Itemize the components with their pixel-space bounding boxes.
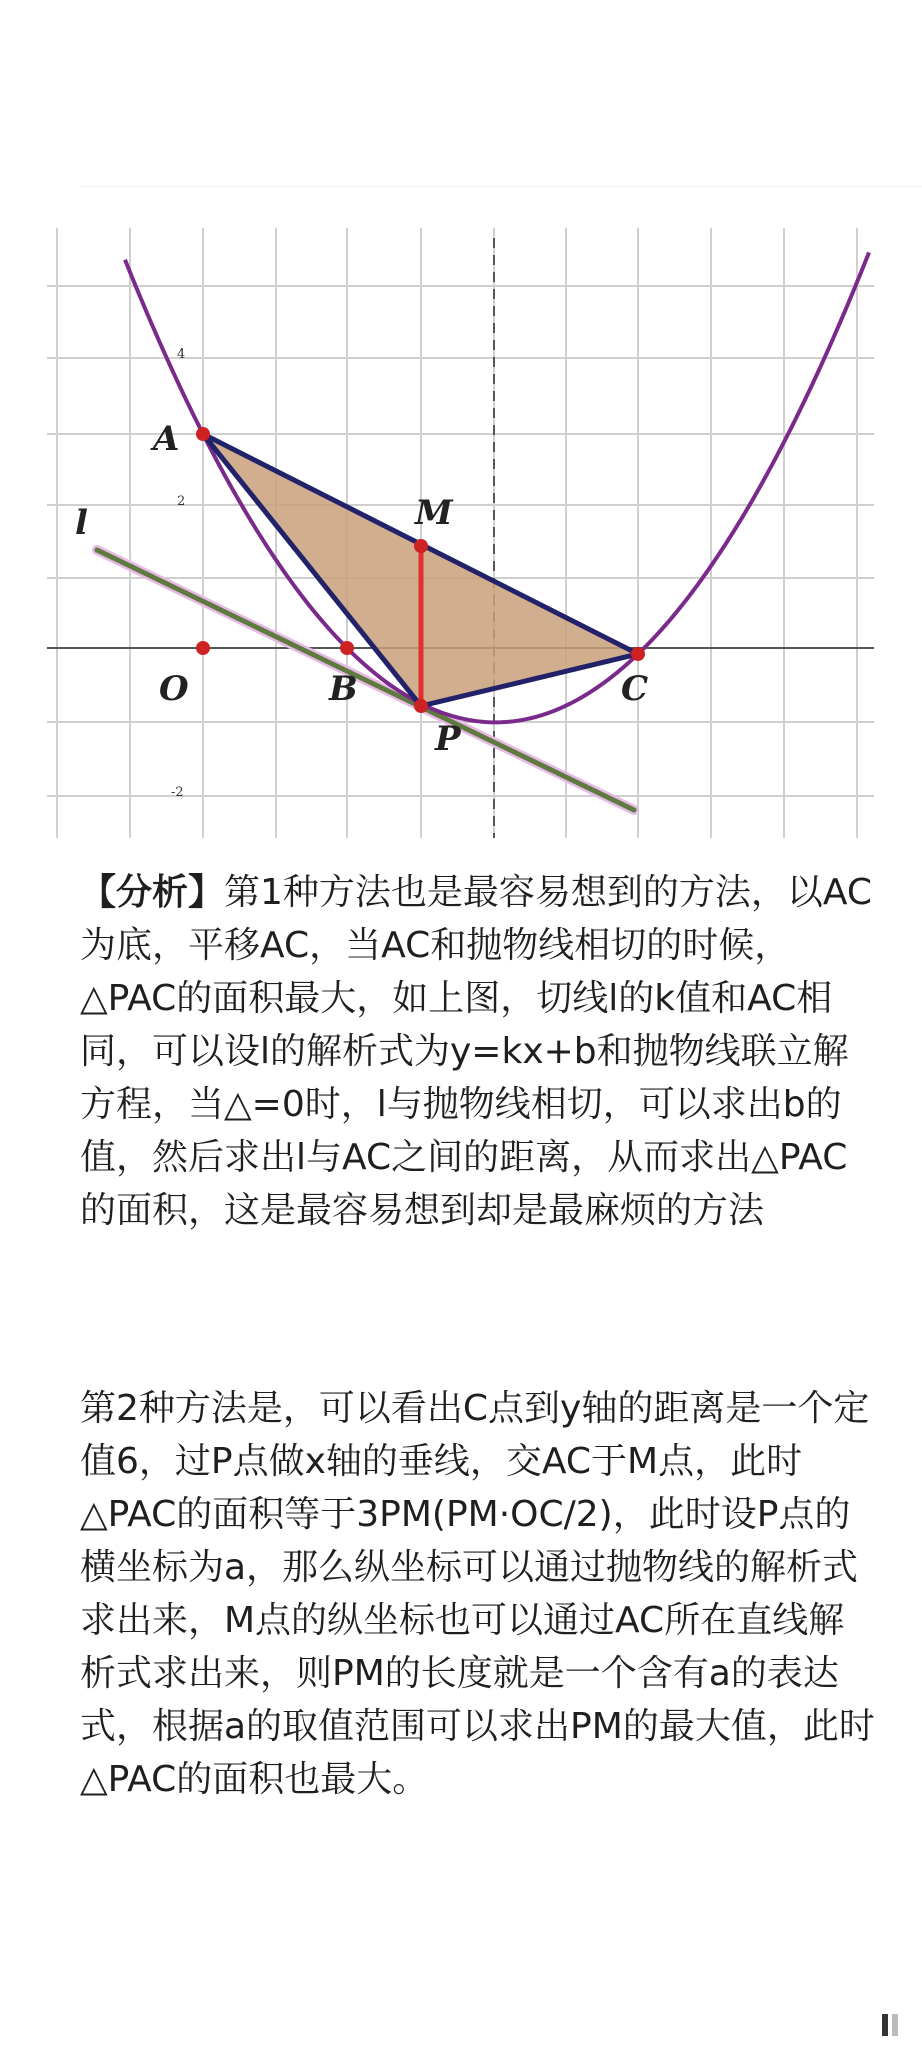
tick-label-neg2: -2: [171, 785, 184, 800]
point-c: [631, 647, 645, 661]
point-b: [340, 641, 354, 655]
point-p: [414, 699, 428, 713]
footer-bar-icon: [882, 2014, 888, 2036]
footer-watermark: [882, 2014, 898, 2036]
tick-label-2: 2: [177, 494, 186, 509]
label-m: M: [415, 493, 453, 533]
analysis-paragraph: [80, 866, 880, 1237]
parabola-diagram: [47, 228, 874, 838]
analysis-text: 第1种方法也是最容易想到的方法，以AC为底，平移AC，当AC和抛物线相切的时候，△PAC的面积最大，如上图，切线l的k值和AC相同，可以设l的解析式为y=kx+b和抛物线联立解方程，当△=0时，l与抛物线相切，可以求出b的值，然后求出l与AC之间的距离，从而求出△PAC的面积，这是最容易想到却是最麻烦的方法: [80, 872, 873, 1231]
footer-bar-icon-light: [892, 2014, 898, 2036]
label-o: O: [159, 669, 189, 709]
label-l: l: [75, 503, 88, 543]
point-a: [196, 427, 210, 441]
label-p: P: [435, 719, 461, 759]
geometry-figure: [47, 228, 874, 838]
top-divider: [80, 186, 922, 187]
point-m: [414, 539, 428, 553]
label-c: C: [621, 669, 649, 709]
method2-paragraph: 第2种方法是，可以看出C点到y轴的距离是一个定值6，过P点做x轴的垂线，交AC于M点，此时△PAC的面积等于3PM(PM·OC/2)，此时设P点的横坐标为a，那么纵坐标可以通过抛物线的解析式求出来，M点的纵坐标也可以通过AC所在直线解析式求出来，则PM的长度就是一个含有a的表达式，根据a的取值范围可以求出PM的最大值，此时△PAC的面积也最大。: [80, 1388, 875, 1800]
point-o: [196, 641, 210, 655]
tick-label-4: 4: [177, 347, 186, 362]
analysis-lead: 【分析】: [80, 872, 225, 913]
label-b: B: [329, 669, 358, 709]
label-a: A: [153, 419, 180, 459]
